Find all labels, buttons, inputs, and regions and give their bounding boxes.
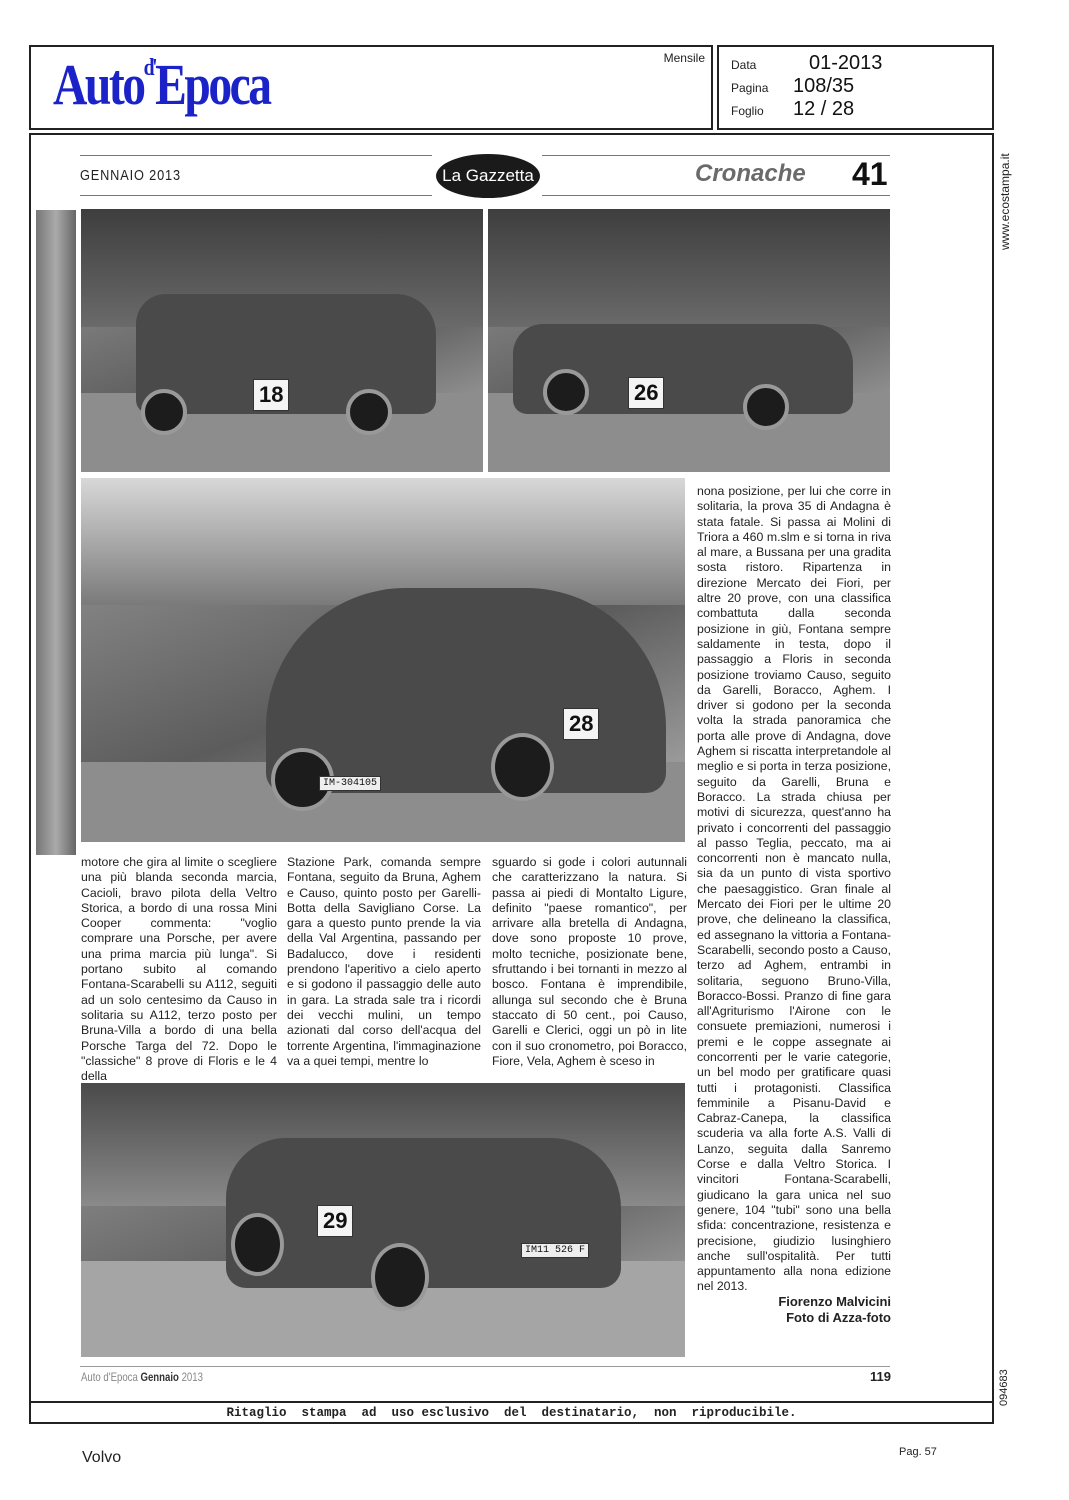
notice-divider xyxy=(29,1401,994,1403)
adjacent-photo-strip xyxy=(36,210,76,855)
header-rule-top-left xyxy=(80,155,432,156)
article-column-4: nona posizione, per lui che corre in solitaria, la prova 35 di Andagna è stata fatale. Si passa ai Molini di Triora a 460 m.slm e si torna in riva al mare, a Bussana per una gradita sosta ristoro. Ripartenza in direzione Mercato dei Fiori, per altre 20 prove, con una classifica combattuta dalla seconda posizione in giù, Fontana sempre saldamente in testa, dopo il passaggio a Floris in seconda posizione troviamo Causo, seguito da Garelli, Boracco, Aghem. I driver si godono per la seconda volta la strada panoramica che porta alle prove di Andagna, dove Aghem si riscatta interpretandole al meglio e si porta in terza posizione, seguito da Garelli, Bruna e Boracco. La strada chiusa per motivi di sicurezza, quest'anno ha privato i concorrenti del passaggio al passo Teglia, peccato, ma ai concorrenti non è mancato nulla, sia da un punto di vista sportivo che paesaggistico. Gran finale al Mercato dei Fiori per le ultime 20 prove, che delineano la classifica, ed assegnano la vittoria a Fontana-Scarabelli, secondo posto a Causo, terzo ad Aghem, entrambi in solitaria, seguono Bruno-Villa, Boracco-Bossi. Pranzo di fine gara all'Agriturismo l'Airone con le consuete premiazioni, numerosi i premi e le coppe assegnate ai concorrenti per le varie categorie, un bel modo per gratificare quasi tutti i protagonisti. Classifica femminile a Pisanu-David e Cabraz-Canepa, la classifica scuderia va alla forte A.S. Valli di Lanzo, seguita dalla Sanremo Corse e dalla Veltro Storica. I vincitori Fontana-Scarabelli, giudicano la gara unica nel suo genere, 104 "tubi" sono una bella sfida: concentrazione, resistenza e precisione, giudizio lusinghiero anche sull'ospitalità. Per tutti appuntamento alla nona edizione nel 2013. xyxy=(697,484,891,1294)
wheel xyxy=(346,389,392,435)
logo-superscript: d' xyxy=(143,55,156,81)
race-number: 18 xyxy=(253,379,289,411)
meta-value: 108/35 xyxy=(793,75,855,97)
logo-text-rest: Epoca xyxy=(155,52,270,117)
wheel xyxy=(141,389,187,435)
side-code: 094683 xyxy=(998,1369,1010,1406)
gazzetta-logo: La Gazzetta xyxy=(436,154,540,198)
header-rule-top-right xyxy=(542,155,890,156)
wheel xyxy=(743,384,789,430)
meta-data-row xyxy=(731,52,882,75)
wheel xyxy=(491,733,554,801)
race-number: 26 xyxy=(628,377,664,409)
section-title: Cronache xyxy=(695,160,806,187)
race-number: 29 xyxy=(317,1205,353,1237)
header-rule-bottom-left xyxy=(80,195,432,196)
photo-credit: Foto di Azza-foto xyxy=(786,1310,891,1325)
header-rule-bottom-right xyxy=(542,195,890,196)
photo-triumph xyxy=(488,209,890,472)
clipping-page-number: Pag. 57 xyxy=(899,1446,937,1458)
side-url: www.ecostampa.it xyxy=(998,153,1012,250)
author: Fiorenzo Malvicini xyxy=(778,1294,891,1309)
logo-text: Auto xyxy=(53,52,144,117)
auto-depoca-logo xyxy=(53,51,270,118)
page-footer-title xyxy=(81,1370,203,1384)
wheel xyxy=(371,1243,429,1311)
footer-magazine: Auto d'Epoca xyxy=(81,1370,138,1384)
meta-foglio-row xyxy=(731,98,854,121)
meta-label: Foglio xyxy=(731,104,764,118)
periodicity: Mensile xyxy=(663,51,705,65)
photo-vw-beetle xyxy=(81,478,685,842)
footer-year: 2013 xyxy=(181,1370,203,1384)
masthead-box xyxy=(29,45,713,130)
client-name: Volvo xyxy=(82,1449,122,1466)
clipping-notice: Ritaglio stampa ad uso esclusivo del destinatario, non riproducibile. xyxy=(226,1406,797,1420)
article-column-3: sguardo si gode i colori autunnali che caratterizzano la natura. Si passa ai piedi di Montalto Ligure, definito "paese romantico", per arrivare alla bretella di Andagna, dove sono proposte 10 prove, molto tecniche, posizionate bene, sfruttando i bei tornanti in mezzo al bosco. Fontana è imprendibile, allunga sul secondo che è Bruna staccato di 50 cent., poi Causo, Garelli e Clerici, oggi un pò in lite con il suo cronometro, poi Boracco, Fiore, Vela, Aghem è sceso in xyxy=(492,855,687,1068)
meta-value: 01-2013 xyxy=(809,52,883,74)
meta-label: Data xyxy=(731,58,757,72)
race-number: 28 xyxy=(563,708,599,740)
page-footer-number: 119 xyxy=(870,1369,891,1384)
meta-label: Pagina xyxy=(731,81,769,95)
footer-rule xyxy=(80,1366,890,1367)
license-plate: IM11 526 F xyxy=(521,1243,589,1258)
license-plate: IM-304105 xyxy=(319,776,381,791)
footer-month: Gennaio xyxy=(140,1370,179,1384)
photo-mini-cooper xyxy=(81,209,483,472)
wheel xyxy=(543,369,589,415)
meta-pagina-row xyxy=(731,75,854,98)
photo-lancia xyxy=(81,1083,685,1357)
wheel xyxy=(231,1213,284,1276)
metadata-box xyxy=(717,45,994,130)
issue-date: GENNAIO 2013 xyxy=(80,167,181,184)
magazine-page-number: 41 xyxy=(852,156,888,192)
article-column-2: Stazione Park, comanda sempre Fontana, seguito da Bruna, Aghem e Causo, quinto posto per Garelli-Botta della Savigliano Corse. La gara a questo punto prende la via della Val Argentina, passando per Badalucco, dove i residenti prendono l'aperitivo a cielo aperto e si godono il passaggio delle auto in gara. La strada sale tra i ricordi dei vecchi mulini, un tempo azionati dal corso dell'acqua del torrente Argentina, l'immaginazione va a quei tempi, mentre lo xyxy=(287,855,481,1068)
article-column-1: motore che gira al limite o scegliere una più blanda seconda marcia, Cacioli, bravo pilota della Veltro Storica, a bordo di una rossa Mini Cooper commenta: "voglio comprare una Porsche, per avere una prima marcia più lunga". Si portano subito al comando Fontana-Scarabelli su A112, seguiti ad un solo centesimo da Causo in solitaria su A112, terzo posto per Bruna-Villa a bordo di una bella Porsche Targa del 72. Dopo le "classiche" 8 prove di Floris e le 4 della xyxy=(81,855,277,1084)
meta-value: 12 / 28 xyxy=(793,98,855,120)
